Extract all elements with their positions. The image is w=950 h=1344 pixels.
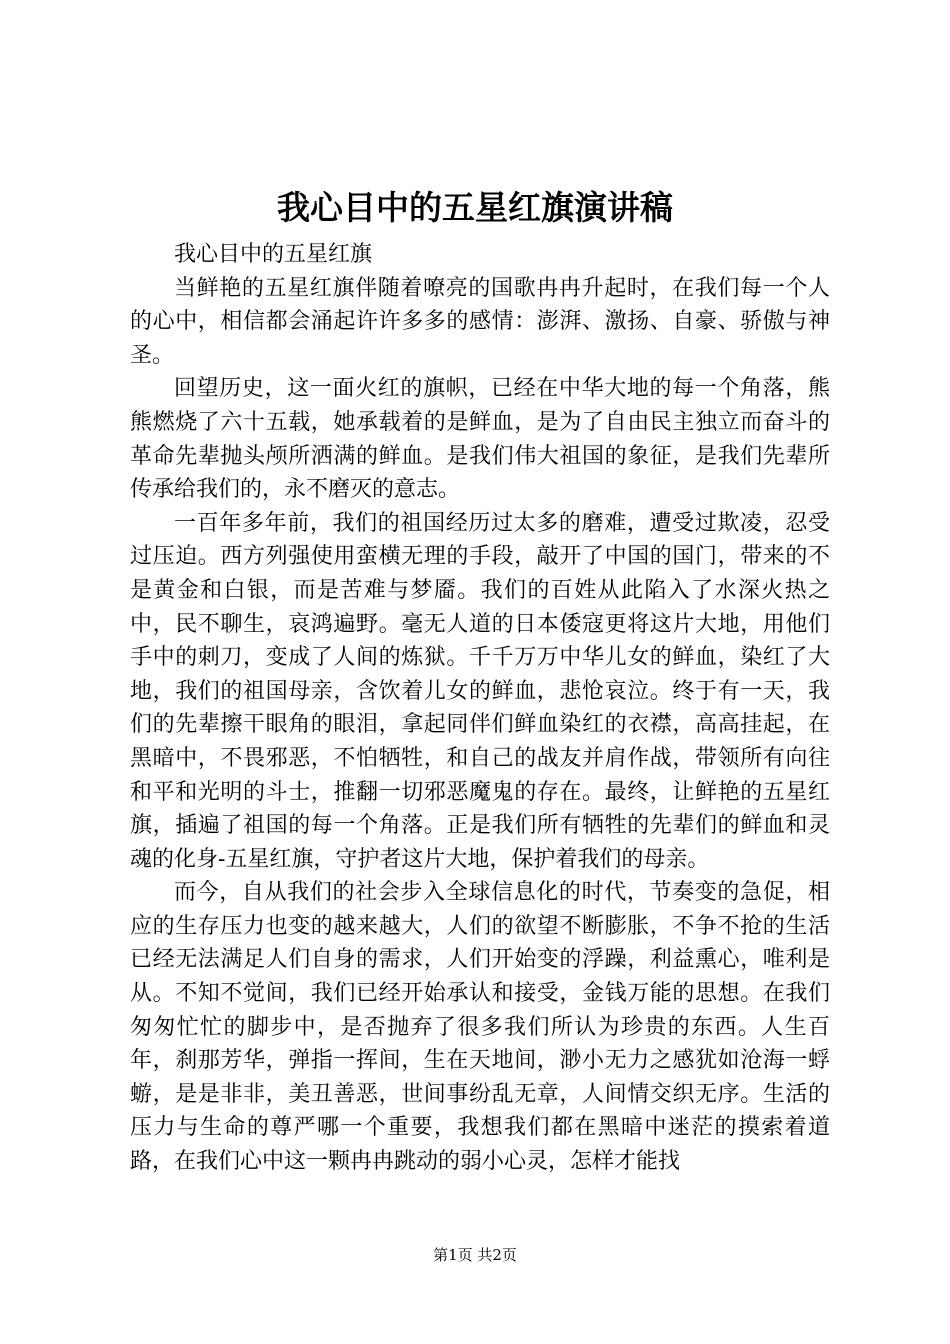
paragraph: 回望历史，这一面火红的旗帜，已经在中华大地的每一个角落，熊熊燃烧了六十五载，她承载着的是鲜血，是为了自由民主独立而奋斗的革命先辈抛头颅所洒满的鲜血。是我们伟大祖国的象征，是我们先辈所传承给我们的，永不磨灭的意志。 [130, 376, 830, 503]
document-title: 我心目中的五星红旗演讲稿 [277, 188, 673, 227]
paragraph: 而今，自从我们的社会步入全球信息化的时代，节奏变的急促，相应的生存压力也变的越来越大，人们的欲望不断膨胀，不争不抢的生活已经无法满足人们自身的需求，人们开始变的浮躁，利益熏心，唯利是从。不知不觉间，我们已经开始承认和接受，金钱万能的思想。在我们匆匆忙忙的脚步中，是否抛弃了很多我们所认为珍贵的东西。人生百年，刹那芳华，弹指一挥间，生在天地间，渺小无力之感犹如沧海一蜉蝣，是是非非，美丑善恶，世间事纷乱无章，人间情交织无序。生活的压力与生命的尊严哪一个重要，我想我们都在黑暗中迷茫的摸索着道路，在我们心中这一颗冉冉跳动的弱小心灵，怎样才能找 [130, 880, 830, 1175]
document-body [130, 238, 830, 1179]
page-number-footer: 第1页 共2页 [433, 1246, 517, 1264]
paragraph: 一百年多年前，我们的祖国经历过太多的磨难，遭受过欺凌，忍受过压迫。西方列强使用蛮横无理的手段，敲开了中国的国门，带来的不是黄金和白银，而是苦难与梦靥。我们的百姓从此陷入了水深火热之中，民不聊生，哀鸿遍野。毫无人道的日本倭寇更将这片大地，用他们手中的刺刀，变成了人间的炼狱。千千万万中华儿女的鲜血，染红了大地，我们的祖国母亲，含饮着儿女的鲜血，悲怆哀泣。终于有一天，我们的先辈擦干眼角的眼泪，拿起同伴们鲜血染红的衣襟，高高挂起，在黑暗中，不畏邪恶，不怕牺牲，和自己的战友并肩作战，带领所有向往和平和光明的斗士，推翻一切邪恶魔鬼的存在。最终，让鲜艳的五星红旗，插遍了祖国的每一个角落。正是我们所有牺牲的先辈们的鲜血和灵魂的化身-五星红旗，守护者这片大地，保护着我们的母亲。 [130, 510, 830, 872]
paragraph: 当鲜艳的五星红旗伴随着嘹亮的国歌冉冉升起时，在我们每一个人的心中，相信都会涌起许许多多的感情：澎湃、激扬、自豪、骄傲与神圣。 [130, 275, 830, 368]
paragraph-subtitle: 我心目中的五星红旗 [174, 242, 373, 267]
